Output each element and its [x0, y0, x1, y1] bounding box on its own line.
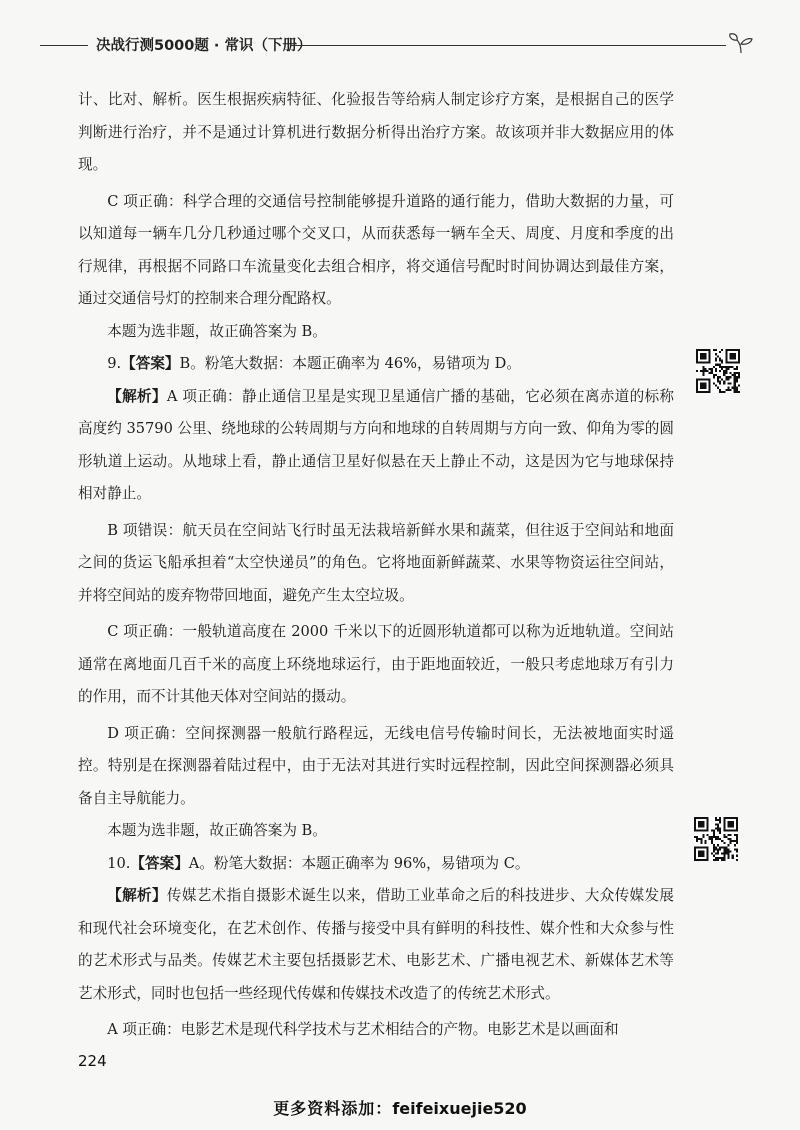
- qr-code-icon[interactable]: [696, 349, 740, 393]
- question-10-answer: [78, 848, 674, 881]
- paragraph-text: 计、比对、解析。医生根据疾病特征、化验报告等给病人制定诊疗方案，是根据自己的医学判断进行治疗，并不是通过计算机进行数据分析得出治疗方案。故该项并非大数据应用的体现。: [78, 91, 674, 173]
- paragraph-text: D 项正确：空间探测器一般航行路程远，无线电信号传输时间长，无法被地面实时遥控。特别是在探测器着陆过程中，由于无法对其进行实时远程控制，因此空间探测器必须具备自主导航能力。: [78, 724, 674, 807]
- paragraph-option-b: [78, 515, 674, 613]
- answer-tag: 【答案】: [121, 355, 180, 372]
- paragraph-text: 传媒艺术指自摄影术诞生以来，借助工业革命之后的科技进步、大众传媒发展和现代社会环境变化，在艺术创作、传播与接受中具有鲜明的科技性、媒介性和大众参与性的艺术形式与品类。传媒艺术主要包括摄影艺术、电影艺术、广播电视艺术、新媒体艺术等艺术形式，同时也包括一些经现代传媒和传媒技术改造了的传统艺术形式。: [78, 887, 674, 1002]
- paragraph-option-c: [78, 616, 674, 714]
- paragraph-text: A。粉笔大数据：本题正确率为 96%，易错项为 C。: [188, 854, 530, 872]
- paragraph-text: B 项错误：航天员在空间站飞行时虽无法栽培新鲜水果和蔬菜，但往返于空间站和地面之间的货运飞船承担着“太空快递员”的角色。它将地面新鲜蔬菜、水果等物资运往空间站，并将空间站的废弃物带回地面，避免产生太空垃圾。: [78, 521, 674, 604]
- answer-tag: 【答案】: [130, 854, 189, 872]
- paragraph-text: C 项正确：一般轨道高度在 2000 千米以下的近圆形轨道都可以称为近地轨道。空间站通常在离地面几百千米的高度上环绕地球运行，由于距地面较近，一般只考虑地球万有引力的作用，而不计其他天体对空间站的摄动。: [78, 623, 674, 705]
- paragraph-text: A 项正确：静止通信卫星是实现卫星通信广播的基础，它必须在离赤道的标称高度约 35790 公里、绕地球的公转周期与方向和地球的自转周期与方向一致、仰角为零的圆形轨道上运动。从地球上看，静止通信卫星好似悬在天上静止不动，这是因为它与地球保持相对静止。: [78, 387, 674, 502]
- question-number: 9.: [107, 355, 122, 372]
- question-number: 10.: [107, 854, 131, 872]
- paragraph-option-a: [78, 1014, 674, 1047]
- book-title: 决战行测5000题 · 常识（下册）: [96, 38, 312, 54]
- paragraph-option-d: [78, 718, 674, 816]
- paragraph-continuation: [78, 84, 674, 182]
- paragraph-text: C 项正确：科学合理的交通信号控制能够提升道路的通行能力，借助大数据的力量，可以知道每一辆车几分几秒通过哪个交叉口，从而获悉每一辆车全天、周度、月度和季度的出行规律，再根据不同路口车流量变化去组合相序，将交通信号配时时间协调达到最佳方案，通过交通信号灯的控制来合理分配路权。: [78, 192, 674, 307]
- question-10-analysis: [78, 880, 674, 1010]
- answer-explanation-text: [78, 84, 674, 1047]
- paragraph-option-c: [78, 186, 674, 316]
- running-header: [0, 30, 800, 62]
- paragraph-text: B。粉笔大数据：本题正确率为 46%，易错项为 D。: [179, 355, 521, 372]
- analysis-tag: 【解析】: [107, 387, 167, 405]
- footer-contact: [0, 1096, 800, 1119]
- header-rule-left: [40, 45, 88, 46]
- paragraph-text: 本题为选非题，故正确答案为 B。: [107, 322, 327, 340]
- paragraph-conclusion: [78, 316, 674, 349]
- paragraph-text: 本题为选非题，故正确答案为 B。: [107, 822, 327, 839]
- analysis-tag: 【解析】: [107, 887, 167, 904]
- question-9-answer: [78, 348, 674, 381]
- question-9-analysis: [78, 381, 674, 511]
- paragraph-conclusion: [78, 815, 674, 848]
- qr-code-icon[interactable]: [694, 817, 738, 861]
- paragraph-text: A 项正确：电影艺术是现代科学技术与艺术相结合的产物。电影艺术是以画面和: [107, 1021, 619, 1038]
- footer-contact-id: feifeixuejie520: [392, 1099, 527, 1118]
- header-rule-right: [290, 45, 726, 46]
- sprout-leaf-icon: [728, 32, 754, 54]
- footer-label: 更多资料添加：: [273, 1099, 393, 1118]
- page-number: 224: [78, 1052, 107, 1070]
